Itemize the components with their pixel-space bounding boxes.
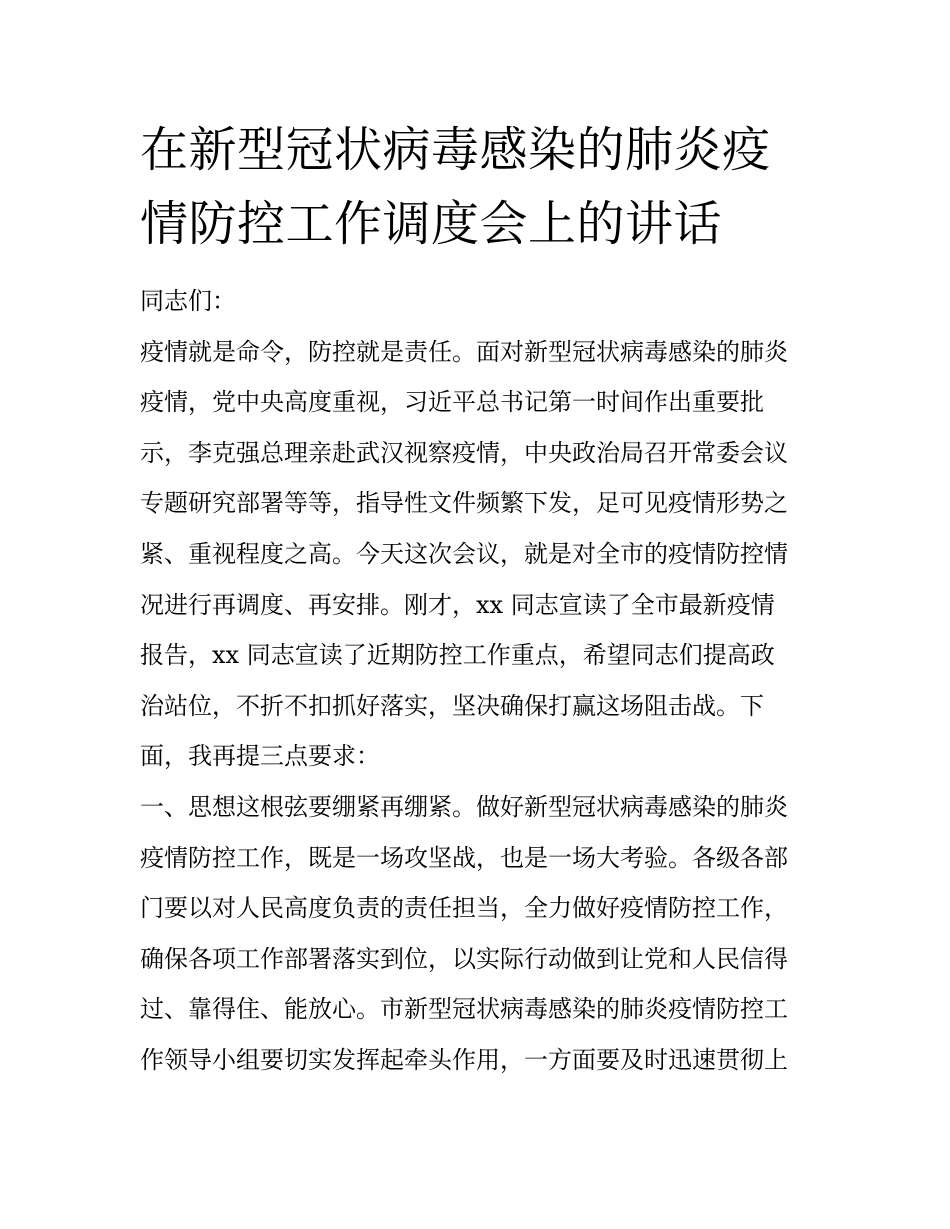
body-line-7: 报告，xx 同志宣读了近期防控工作重点，希望同志们提高政	[140, 641, 775, 670]
title-line-2: 情防控工作调度会上的讲话	[140, 196, 723, 252]
document-title	[140, 113, 771, 261]
body-line-12: 门要以对人民高度负责的责任担当，全力做好疫情防控工作，	[140, 894, 788, 923]
body-line-4: 专题研究部署等等，指导性文件频繁下发，足可见疫情形势之	[140, 489, 788, 518]
body-line-15: 作领导小组要切实发挥起牵头作用，一方面要及时迅速贯彻上	[140, 1045, 788, 1074]
body-line-1: 疫情就是命令，防控就是责任。面对新型冠状病毒感染的肺炎	[140, 337, 788, 366]
body-line-3: 示，李克强总理亲赴武汉视察疫情，中央政治局召开常委会议	[140, 438, 788, 467]
title-line-1: 在新型冠状病毒感染的肺炎疫	[140, 122, 771, 178]
body-line-13: 确保各项工作部署落实到位，以实际行动做到让党和人民信得	[140, 944, 788, 973]
body-line-9: 面，我再提三点要求：	[140, 742, 380, 771]
body-line-11: 疫情防控工作，既是一场攻坚战，也是一场大考验。各级各部	[140, 843, 788, 872]
body-line-6: 况进行再调度、再安排。刚才，xx 同志宣读了全市最新疫情	[140, 590, 775, 619]
body-line-5: 紧、重视程度之高。今天这次会议，就是对全市的疫情防控情	[140, 539, 788, 568]
body-line-8: 治站位，不折不扣抓好落实，坚决确保打赢这场阻击战。下	[140, 691, 764, 720]
salutation: 同志们：	[140, 287, 236, 315]
section-heading-line: 一、思想这根弦要绷紧再绷紧。做好新型冠状病毒感染的肺炎	[140, 792, 788, 821]
body-line-2: 疫情，党中央高度重视，习近平总书记第一时间作出重要批	[140, 388, 764, 417]
document-body	[140, 276, 820, 1086]
body-line-14: 过、靠得住、能放心。市新型冠状病毒感染的肺炎疫情防控工	[140, 995, 788, 1024]
